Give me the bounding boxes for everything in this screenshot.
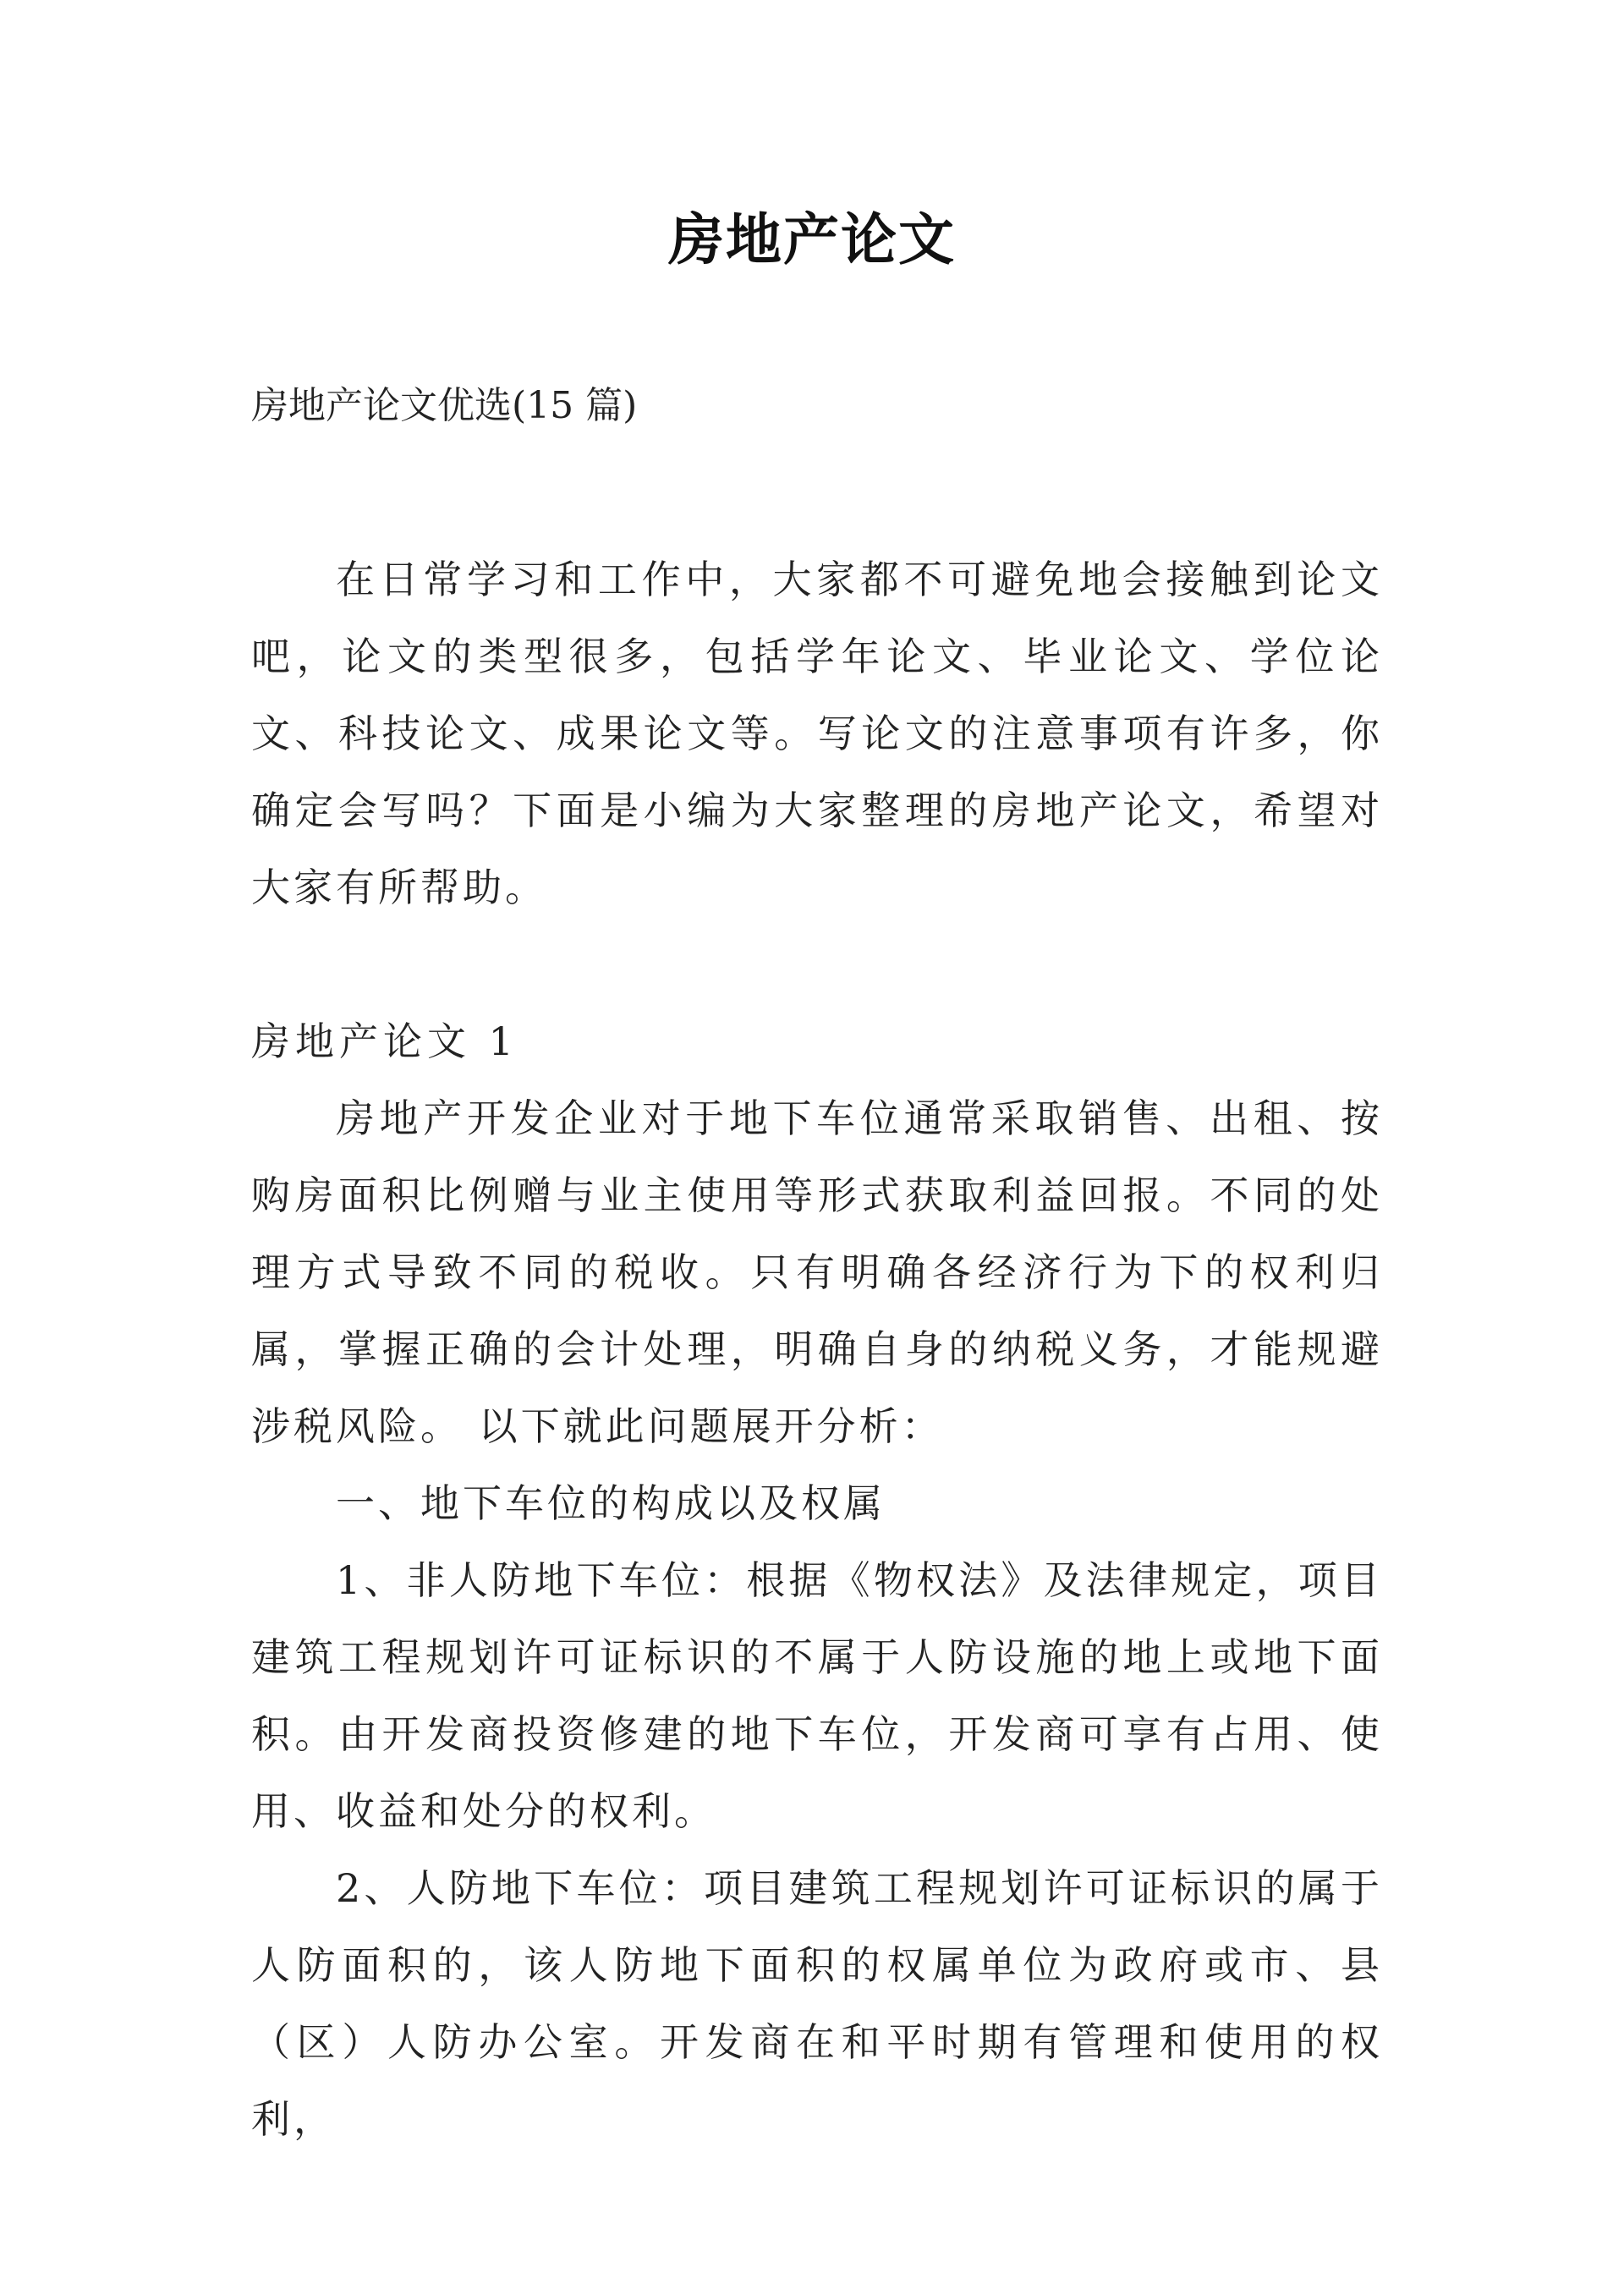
document-subtitle: 房地产论文优选(15 篇) — [251, 384, 638, 427]
body-paragraph-2: 一、地下车位的构成以及权属 — [336, 1480, 886, 1526]
body-paragraph-1: 房地产开发企业对于地下车位通常采取销售、出租、按购房面积比例赠与业主使用等形式获取利益回报。不同的处理方式导致不同的税收。只有明确各经济行为下的权利归属，掌握正确的会计处理，明确自身的纳税义务，才能规避涉税风险。 以下就此问题展开分析： — [251, 1095, 1383, 1449]
section-title: 房地产论文 1 — [251, 1018, 518, 1064]
document-body — [251, 541, 1383, 2158]
intro-paragraph: 在日常学习和工作中，大家都不可避免地会接触到论文吧，论文的类型很多，包括学年论文、毕业论文、学位论文、科技论文、成果论文等。写论文的注意事项有许多，你确定会写吗？下面是小编为大家整理的房地产论文，希望对大家有所帮助。 — [251, 557, 1383, 910]
body-paragraph-3: 1、非人防地下车位：根据《物权法》及法律规定，项目建筑工程规划许可证标识的不属于人防设施的地上或地下面积。由开发商投资修建的地下车位，开发商可享有占用、使用、收益和处分的权利。 — [251, 1557, 1383, 1834]
document-title: 房地产论文 — [668, 206, 956, 272]
body-paragraph-4: 2、人防地下车位：项目建筑工程规划许可证标识的属于人防面积的，该人防地下面积的权属单位为政府或市、县（区）人防办公室。开发商在和平时期有管理和使用的权利， — [251, 1865, 1383, 2142]
paragraph-spacer — [251, 926, 1383, 1003]
